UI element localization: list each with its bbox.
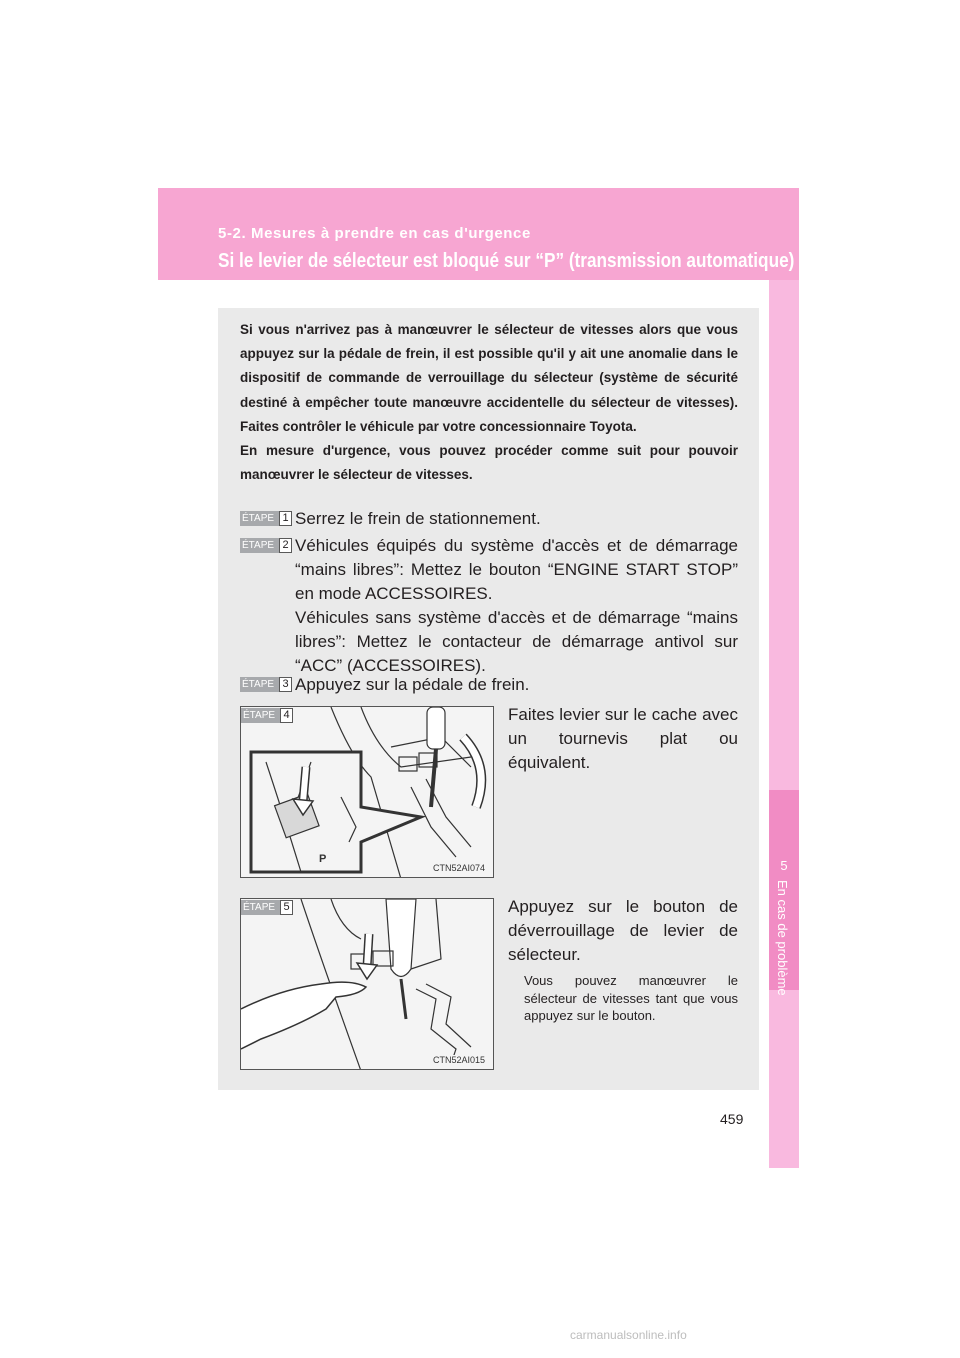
gear-p-label: P bbox=[319, 853, 327, 865]
step-number: 5 bbox=[280, 900, 293, 915]
step-number: 1 bbox=[279, 511, 292, 526]
step-instruction: Appuyez sur la pédale de frein. bbox=[295, 675, 530, 694]
step-word: ÉTAPE bbox=[240, 538, 279, 553]
watermark: carmanualsonline.info bbox=[570, 1328, 687, 1342]
page-number: 459 bbox=[720, 1111, 744, 1127]
figure-code: CTN52AI074 bbox=[432, 863, 485, 873]
chapter-number: 5 bbox=[780, 858, 788, 873]
step-instruction: Serrez le frein de stationnement. bbox=[295, 509, 541, 528]
step-number: 3 bbox=[279, 677, 292, 692]
step-1-text bbox=[295, 507, 738, 531]
step-badge-3 bbox=[240, 677, 292, 692]
intro-text bbox=[240, 318, 738, 487]
figure-code: CTN52AI015 bbox=[432, 1055, 485, 1065]
step-badge-1 bbox=[240, 511, 292, 526]
step-4-text: Faites levier sur le cache avec un tournevis plat ou équivalent. bbox=[508, 705, 738, 772]
step-word: ÉTAPE bbox=[241, 900, 280, 915]
intro-paragraph: Si vous n'arrivez pas à manœuvrer le sélecteur de vitesses alors que vous appuyez sur la pédale de frein, il est possible qu'il y ait une anomalie dans le dispositif de commande de verrouillage du sélecteur (système de sécurité destiné à empêcher toute manœuvre accidentelle du sélecteur de vitesses). Faites contrôler le véhicule par votre concessionnaire Toyota. bbox=[240, 322, 738, 434]
step-badge-4 bbox=[241, 708, 293, 723]
step-5-note: Vous pouvez manœuvrer le sélecteur de vitesses tant que vous appuyez sur le bouton. bbox=[524, 973, 738, 1023]
chapter-label: En cas de problème bbox=[775, 880, 790, 996]
section-label: 5-2. Mesures à prendre en cas d'urgence bbox=[218, 225, 531, 242]
step-2-text bbox=[295, 534, 738, 678]
step-number: 2 bbox=[279, 538, 292, 553]
step-badge-2 bbox=[240, 538, 292, 553]
step-number: 4 bbox=[280, 708, 293, 723]
step-word: ÉTAPE bbox=[241, 708, 280, 723]
step-4-illustration bbox=[240, 706, 494, 878]
step-3-text bbox=[295, 673, 738, 697]
screwdriver-illustration bbox=[241, 707, 494, 878]
chapter-tab-strip bbox=[769, 280, 799, 1168]
page-title: Si le levier de sélecteur est bloqué sur “P” (transmission automatique) bbox=[218, 250, 795, 272]
step-word: ÉTAPE bbox=[240, 677, 279, 692]
step-instruction-alt: Véhicules sans système d'accès et de démarrage “mains libres”: Mettez le contacteur de démarrage antivol sur “ACC” (ACCESSOIRES). bbox=[295, 608, 738, 675]
step-instruction: Véhicules équipés du système d'accès et de démarrage “mains libres”: Mettez le bouton “ENGINE START STOP” en mode ACCESSOIRES. bbox=[295, 536, 738, 603]
release-button-illustration bbox=[241, 899, 494, 1070]
step-word: ÉTAPE bbox=[240, 511, 279, 526]
step-5-text: Appuyez sur le bouton de déverrouillage de levier de sélecteur. bbox=[508, 897, 738, 964]
step-badge-5 bbox=[241, 900, 293, 915]
step-5-illustration bbox=[240, 898, 494, 1070]
intro-paragraph: En mesure d'urgence, vous pouvez procéder comme suit pour pouvoir manœuvrer le sélecteur de vitesses. bbox=[240, 443, 738, 483]
